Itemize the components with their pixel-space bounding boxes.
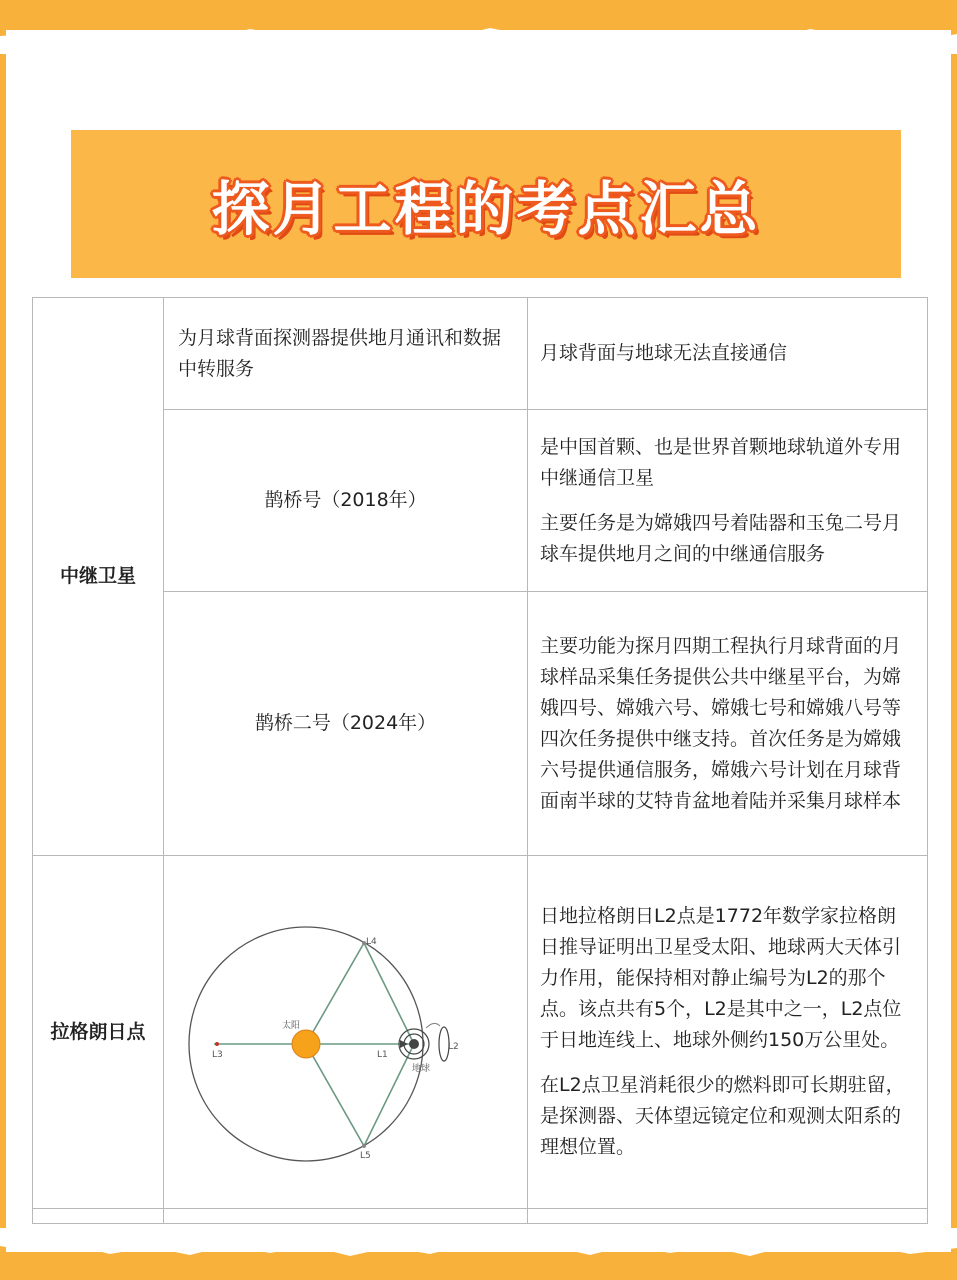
lagrange-diagram-cell	[164, 856, 528, 1209]
queqiao2-desc: 主要功能为探月四期工程执行月球背面的月球样品采集任务提供公共中继星平台，为嫦娥四号、嫦娥六号、嫦娥七号和嫦娥八号等四次任务提供中继支持。首次任务是为嫦娥六号提供通信服务，嫦娥六号计划在月球背面南半球的艾特肯盆地着陆并采集月球样本	[528, 592, 928, 856]
category-cell: 中继卫星	[33, 298, 164, 856]
point-label-l5: L5	[360, 1151, 371, 1161]
torn-edge-top	[0, 14, 957, 54]
relay-intro-right: 月球背面与地球无法直接通信	[528, 298, 928, 410]
lagrange-desc2: 在L2点卫星消耗很少的燃料即可长期驻留，是探测器、天体望远镜定位和观测太阳系的理想位置。	[540, 1074, 905, 1158]
table-row	[33, 1209, 928, 1224]
lagrange-desc-cell	[528, 856, 928, 1209]
lagrange-desc1: 日地拉格朗日L2点是1772年数学家拉格朗日推导证明出卫星受太阳、地球两大天体引力作用，能保持相对静止编号为L2的那个点。该点共有5个，L2是其中之一，L2点位于日地连线上、地球外侧约150万公里处。	[540, 905, 902, 1051]
table-row	[33, 298, 928, 410]
earth-label: 地球	[412, 1064, 431, 1074]
page-title: 探月工程的考点汇总	[211, 175, 761, 243]
sun-label: 太阳	[282, 1021, 301, 1031]
queqiao1-desc2: 主要任务是为嫦娥四号着陆器和玉兔二号月球车提供地月之间的中继通信服务	[540, 511, 902, 565]
relay-intro-left: 为月球背面探测器提供地月通讯和数据中转服务	[164, 298, 528, 410]
title-banner	[71, 130, 901, 278]
queqiao1-name: 鹊桥号（2018年）	[164, 410, 528, 592]
table-row	[33, 410, 928, 592]
table-row	[33, 856, 928, 1209]
summary-table	[32, 297, 928, 1224]
category-cell: 拉格朗日点	[33, 856, 164, 1209]
table-row	[33, 592, 928, 856]
point-label-l3: L3	[212, 1050, 223, 1060]
torn-edge-bottom	[0, 1228, 957, 1268]
queqiao1-desc1: 是中国首颗、也是世界首颗地球轨道外专用中继通信卫星	[540, 435, 902, 489]
table-cell	[33, 1209, 164, 1224]
lagrange-diagram	[164, 856, 499, 1198]
point-label-l2: L2	[448, 1042, 459, 1052]
table-cell	[528, 1209, 928, 1224]
point-label-l1: L1	[377, 1050, 388, 1060]
table-cell	[164, 1209, 528, 1224]
point-label-l4: L4	[366, 937, 377, 947]
queqiao1-desc-cell	[528, 410, 928, 592]
queqiao2-name: 鹊桥二号（2024年）	[164, 592, 528, 856]
